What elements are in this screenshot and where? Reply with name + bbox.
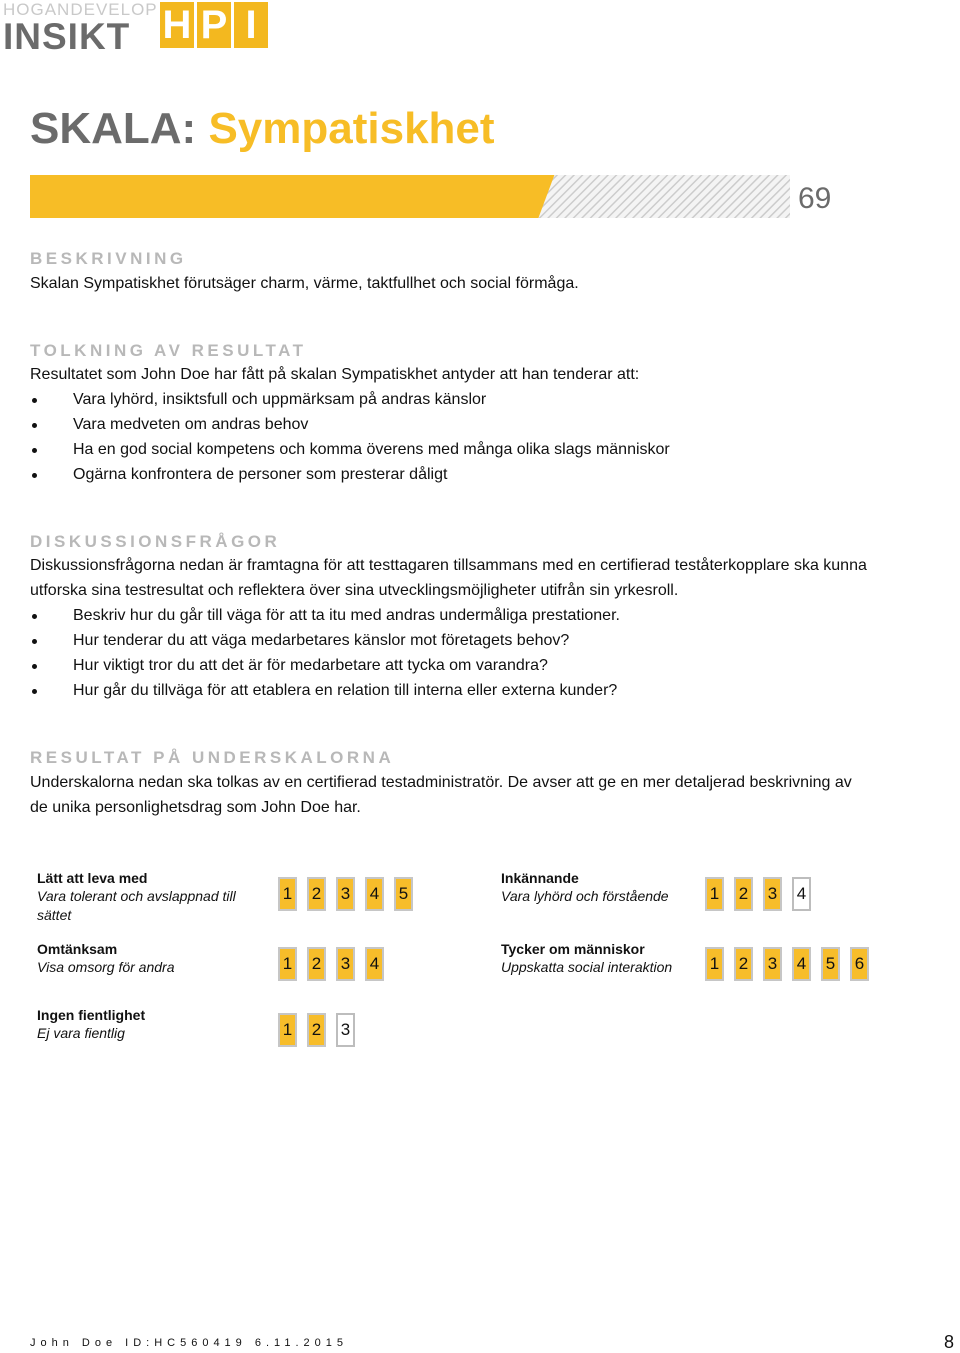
score-box: 4 <box>365 947 384 981</box>
discussion-list <box>30 603 620 703</box>
subscales-text-line1: Underskalorna nedan ska tolkas av en certifierad testadministratör. De avser att ge en mer detaljerad beskrivning av <box>30 774 852 791</box>
list-item: Hur tenderar du att väga medarbetares känslor mot företagets behov? <box>30 628 620 653</box>
subscale-label-2 <box>501 869 701 906</box>
subscale-name: Inkännande <box>501 870 579 886</box>
logo-letter-p: P <box>197 2 231 48</box>
list-item: Beskriv hur du går till väga för att ta itu med andras undermåliga prestationer. <box>30 603 620 628</box>
discussion-intro-line1: Diskussionsfrågorna nedan är framtagna för att testtagaren tillsammans med en certifierad teståterkopplare ska kunna <box>30 557 867 574</box>
list-item: Vara lyhörd, insiktsfull och uppmärksam på andras känslor <box>30 387 670 412</box>
list-item: Hur viktigt tror du att det är för medarbetare att tycka om varandra? <box>30 653 620 678</box>
hpi-logo <box>160 2 268 48</box>
score-box: 2 <box>734 947 753 981</box>
score-box: 3 <box>336 1013 355 1047</box>
subscale-desc: Vara lyhörd och förstående <box>501 888 669 904</box>
score-bar <box>30 175 790 218</box>
discussion-intro-line2: utforska sina testresultat och reflektera över sina utvecklingsmöjligheter utifrån sin yrkesroll. <box>30 582 679 599</box>
subscale-boxes-4 <box>705 947 869 981</box>
subscale-desc: Ej vara fientlig <box>37 1025 125 1041</box>
logo-letter-i: I <box>234 2 268 48</box>
subscale-name: Lätt att leva med <box>37 870 148 886</box>
score-box: 1 <box>278 947 297 981</box>
page-number: 8 <box>944 1332 955 1352</box>
subscale-boxes-1 <box>278 877 413 911</box>
list-item: Ogärna konfrontera de personer som presterar dåligt <box>30 462 670 487</box>
score-box: 1 <box>278 877 297 911</box>
section-heading-discussion: DISKUSSIONSFRÅGOR <box>30 532 281 551</box>
subscale-name: Ingen fientlighet <box>37 1007 146 1023</box>
page-title <box>30 104 495 154</box>
subscale-boxes-2 <box>705 877 811 911</box>
score-box: 3 <box>336 877 355 911</box>
section-heading-description: BESKRIVNING <box>30 249 187 268</box>
score-box: 3 <box>763 947 782 981</box>
score-box: 2 <box>307 1013 326 1047</box>
list-item: Hur går du tillväga för att etablera en relation till interna eller externa kunder? <box>30 678 620 703</box>
subscale-desc: Visa omsorg för andra <box>37 959 175 975</box>
brand-insikt: INSIKT <box>3 16 131 57</box>
score-box: 3 <box>763 877 782 911</box>
subscales-text-line2: de unika personlighetsdrag som John Doe har. <box>30 799 361 816</box>
score-box: 1 <box>278 1013 297 1047</box>
score-box: 1 <box>705 877 724 911</box>
score-box: 2 <box>307 877 326 911</box>
subscale-label-5 <box>37 1006 262 1043</box>
list-item: Ha en god social kompetens och komma överens med många olika slags människor <box>30 437 670 462</box>
score-box: 4 <box>365 877 384 911</box>
score-box: 2 <box>307 947 326 981</box>
score-box: 1 <box>705 947 724 981</box>
score-box: 5 <box>821 947 840 981</box>
score-box: 4 <box>792 877 811 911</box>
subscale-desc: Uppskatta social interaktion <box>501 959 673 975</box>
score-box: 6 <box>850 947 869 981</box>
subscale-boxes-3 <box>278 947 384 981</box>
interpretation-list <box>30 387 670 487</box>
logo-letter-h: H <box>160 2 194 48</box>
score-box: 3 <box>336 947 355 981</box>
subscale-label-3 <box>37 940 262 977</box>
description-text: Skalan Sympatiskhet förutsäger charm, värme, taktfullhet och social förmåga. <box>30 275 579 292</box>
footer-info: John Doe ID:HC560419 6.11.2015 <box>30 1337 348 1349</box>
score-value: 69 <box>798 182 832 215</box>
subscale-boxes-5 <box>278 1013 355 1047</box>
page-title-scale: Sympatiskhet <box>208 104 495 153</box>
score-bar-fill <box>30 175 554 218</box>
score-box: 4 <box>792 947 811 981</box>
interpretation-intro: Resultatet som John Doe har fått på skalan Sympatiskhet antyder att han tenderar att: <box>30 366 640 383</box>
list-item: Vara medveten om andras behov <box>30 412 670 437</box>
subscale-desc: Vara tolerant och avslappnad till sättet <box>37 888 236 923</box>
score-box: 5 <box>394 877 413 911</box>
page-title-prefix: SKALA: <box>30 104 209 153</box>
subscale-label-1 <box>37 869 262 925</box>
brand-tagline: HOGANDEVELOP <box>3 0 158 19</box>
section-heading-interpretation: TOLKNING AV RESULTAT <box>30 341 307 360</box>
subscale-label-4 <box>501 940 701 977</box>
subscale-name: Tycker om människor <box>501 941 645 957</box>
score-box: 2 <box>734 877 753 911</box>
section-heading-subscales: RESULTAT PÅ UNDERSKALORNA <box>30 748 395 767</box>
subscale-name: Omtänksam <box>37 941 118 957</box>
